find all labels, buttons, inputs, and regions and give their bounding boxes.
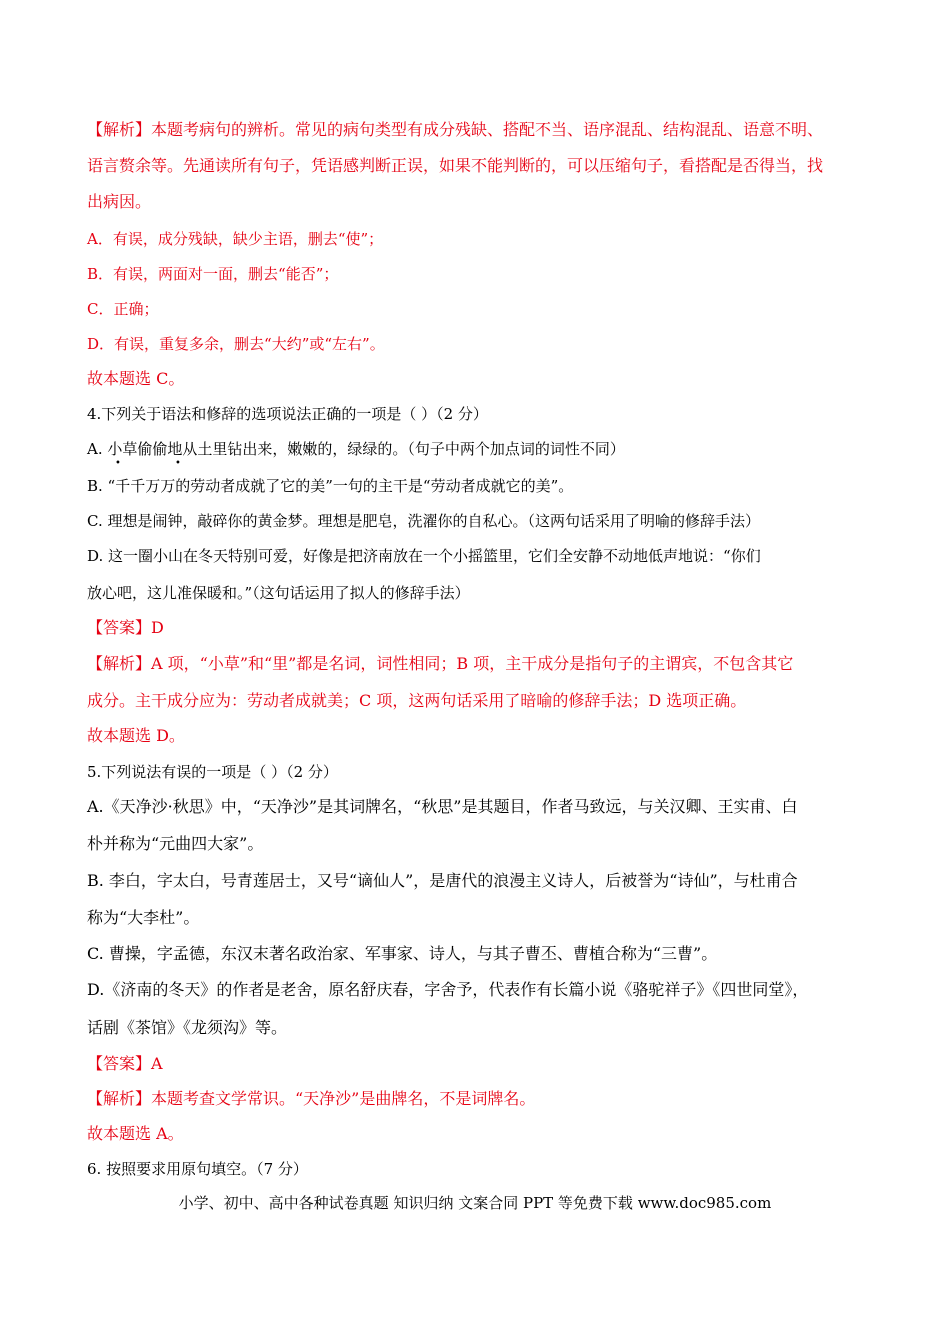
q3-conclusion: 故本题选 C。 — [87, 369, 185, 388]
q5-option-a-line-2: 朴并称为“元曲四大家”。 — [87, 834, 264, 853]
q4-analysis-line-1: 【解析】A 项，“小草”和“里”都是名词，词性相同；B 项，主干成分是指句子的主谓宾，不包含其它 — [87, 654, 794, 673]
q4-analysis-line-2: 成分。主干成分应为：劳动者成就美；C 项，这两句话采用了暗喻的修辞手法；D 选项正确。 — [87, 691, 747, 710]
q4-option-a: A. 小草偷偷地从土里钻出来，嫩嫩的，绿绿的。（句子中两个加点词的词性不同） — [87, 440, 625, 458]
q3-option-d-analysis: D．有误，重复多余，删去“大约”或“左右”。 — [87, 335, 385, 353]
q3-option-c-analysis: C．正确； — [87, 300, 159, 318]
q5-conclusion: 故本题选 A。 — [87, 1124, 184, 1143]
q4-option-d-line-1: D. 这一圈小山在冬天特别可爱，好像是把济南放在一个小摇篮里，它们全安静不动地低声地说：“你们 — [87, 547, 761, 565]
q3-analysis-line-1: 【解析】本题考病句的辨析。常见的病句类型有成分残缺、搭配不当、语序混乱、结构混乱、语意不明、 — [87, 120, 824, 139]
q5-analysis: 【解析】本题考查文学常识。“天净沙”是曲牌名，不是词牌名。 — [87, 1089, 536, 1108]
q6-stem: 6. 按照要求用原句填空。（7 分） — [87, 1160, 308, 1178]
q3-option-a-analysis: A．有误，成分残缺，缺少主语，删去“使”； — [87, 230, 384, 248]
q5-option-c: C. 曹操，字孟德，东汉末著名政治家、军事家、诗人，与其子曹丕、曹植合称为“三曹”。 — [87, 944, 718, 963]
q3-analysis-line-2: 语言赘余等。先通读所有句子，凭语感判断正误，如果不能判断的，可以压缩句子，看搭配是否得当，找 — [87, 156, 824, 175]
q4-answer: 【答案】D — [87, 618, 164, 637]
q5-option-b-line-1: B. 李白，字太白，号青莲居士，又号“谪仙人”，是唐代的浪漫主义诗人，后被誉为“诗仙”，与杜甫合 — [87, 871, 798, 890]
q5-stem: 5.下列说法有误的一项是（ ）（2 分） — [87, 763, 338, 781]
q3-option-b-analysis: B．有误，两面对一面，删去“能否”； — [87, 265, 339, 283]
q4-conclusion: 故本题选 D。 — [87, 726, 185, 745]
q5-answer: 【答案】A — [87, 1054, 163, 1073]
q4-stem: 4.下列关于语法和修辞的选项说法正确的一项是（ ）（2 分） — [87, 405, 488, 423]
page-footer: 小学、初中、高中各种试卷真题 知识归纳 文案合同 PPT 等免费下载 www.doc985.com — [178, 1194, 772, 1212]
q4-option-d-line-2: 放心吧，这儿准保暖和。”（这句话运用了拟人的修辞手法） — [87, 584, 470, 602]
q5-option-d-line-2: 话剧《茶馆》《龙须沟》等。 — [87, 1018, 288, 1037]
q4-option-c: C. 理想是闹钟，敲碎你的黄金梦。理想是肥皂，洗濯你的自私心。（这两句话采用了明喻的修辞手法） — [87, 512, 760, 530]
q5-option-a-line-1: A.《天净沙·秋思》中，“天净沙”是其词牌名，“秋思”是其题目，作者马致远，与关汉卿、王实甫、白 — [87, 797, 798, 816]
q5-option-d-line-1: D.《济南的冬天》的作者是老舍，原名舒庆春，字舍予，代表作有长篇小说《骆驼祥子》《四世同堂》， — [87, 980, 809, 999]
q4-option-b: B. “千千万万的劳动者成就了它的美”一句的主干是“劳动者成就它的美”。 — [87, 477, 574, 495]
emphasis-dot-icon: • — [175, 458, 181, 469]
emphasis-dot-icon: • — [115, 458, 121, 469]
q3-analysis-line-3: 出病因。 — [87, 192, 152, 211]
q5-option-b-line-2: 称为“大李杜”。 — [87, 908, 200, 927]
